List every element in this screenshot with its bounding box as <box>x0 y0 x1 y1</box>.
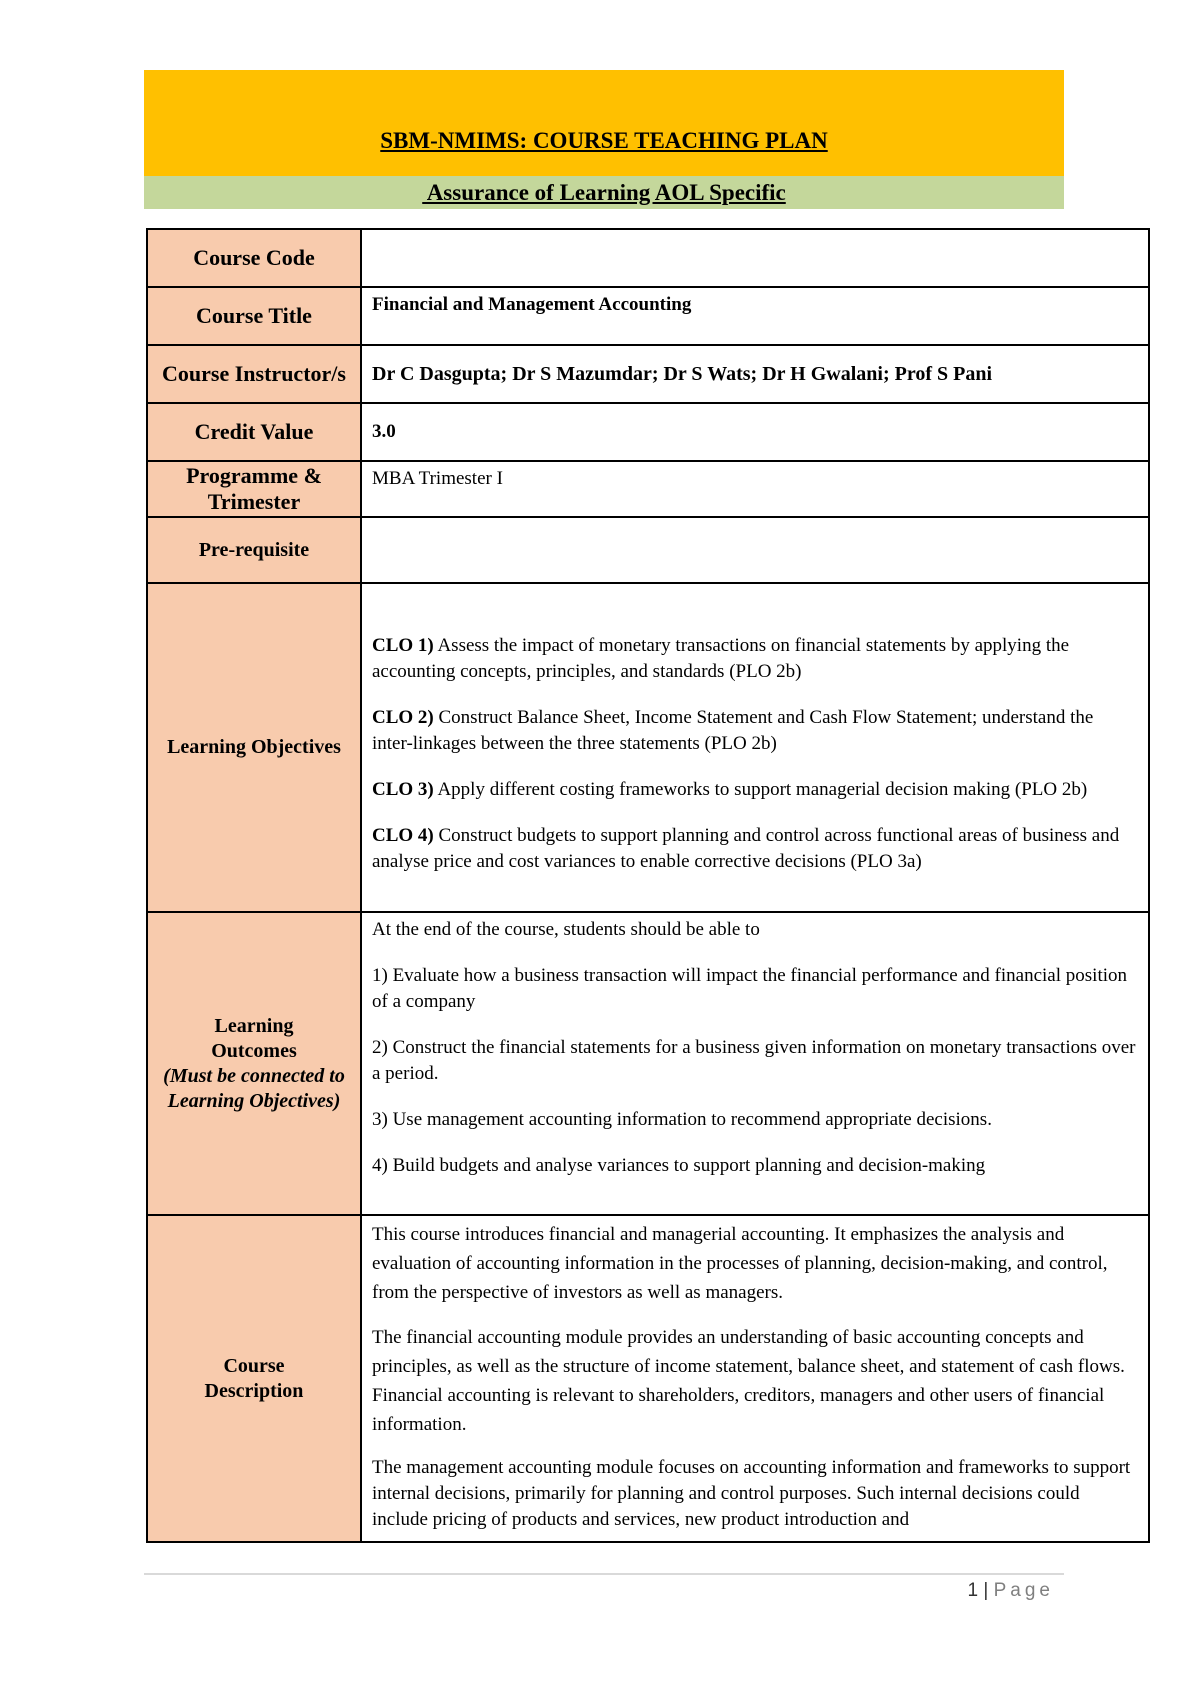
outcome-item: 1) Evaluate how a business transaction will impact the financial performance and financial position of a company <box>372 965 1127 1012</box>
clo-item <box>372 705 1138 757</box>
outcome-item: 3) Use management accounting information to recommend appropriate decisions. <box>372 1109 992 1130</box>
clo-text: Construct Balance Sheet, Income Statement and Cash Flow Statement; understand the inter-linkages between the three statements (PLO 2b) <box>372 706 1094 754</box>
clo-tag: CLO 3) <box>372 778 434 800</box>
course-description-text <box>361 1215 1149 1542</box>
course-code-value <box>361 229 1149 287</box>
learning-objectives-label: Learning Objectives <box>147 583 361 912</box>
header-banner <box>144 70 1064 176</box>
row-course-title <box>147 287 1149 345</box>
clo-item <box>372 633 1138 685</box>
programme-label: Programme & Trimester <box>147 461 361 517</box>
learning-outcomes-title: Learning Outcomes <box>211 1014 297 1062</box>
description-paragraph: The financial accounting module provides an understanding of basic accounting concepts and principles, as well as the structure of income statement, balance sheet, and statement of cash flows. Financial accounting is relevant to shareholders, creditors, managers and other users of financial information. <box>372 1327 1125 1435</box>
course-title-value: Financial and Management Accounting <box>361 287 1149 345</box>
document-title: SBM-NMIMS: COURSE TEACHING PLAN <box>380 128 828 153</box>
clo-text: Assess the impact of monetary transactions on financial statements by applying the accounting concepts, principles, and standards (PLO 2b) <box>372 634 1070 682</box>
page-word: Page <box>993 1580 1054 1601</box>
course-code-label: Course Code <box>147 229 361 287</box>
document-subtitle: Assurance of Learning AOL Specific <box>422 179 786 205</box>
row-credit-value <box>147 403 1149 461</box>
instructors-label: Course Instructor/s <box>147 345 361 403</box>
prerequisite-value <box>361 517 1149 583</box>
outcome-item: 2) Construct the financial statements for a business given information on monetary transactions over a period. <box>372 1037 1136 1084</box>
row-learning-outcomes <box>147 912 1149 1215</box>
clo-tag: CLO 2) <box>372 706 434 728</box>
course-description-label: Course Description <box>147 1215 361 1542</box>
learning-outcomes-list <box>361 912 1149 1215</box>
subheader-banner <box>144 176 1064 209</box>
credit-value-value: 3.0 <box>361 403 1149 461</box>
row-instructors <box>147 345 1149 403</box>
instructors-value: Dr C Dasgupta; Dr S Mazumdar; Dr S Wats; Dr H Gwalani; Prof S Pani <box>361 345 1149 403</box>
clo-item <box>372 823 1138 875</box>
page-footer <box>968 1580 1054 1602</box>
clo-item <box>372 777 1138 803</box>
credit-value-label: Credit Value <box>147 403 361 461</box>
description-paragraph: This course introduces financial and managerial accounting. It emphasizes the analysis and evaluation of accounting information in the processes of planning, decision-making, and control, from the perspective of investors as well as managers. <box>372 1224 1108 1303</box>
clo-tag: CLO 1) <box>372 634 434 656</box>
learning-outcomes-note: (Must be connected to Learning Objectives) <box>163 1064 345 1112</box>
course-plan-table <box>146 228 1150 1543</box>
page-separator: | <box>978 1580 994 1601</box>
programme-value: MBA Trimester I <box>361 461 1149 517</box>
clo-text: Construct budgets to support planning and control across functional areas of business and analyse price and cost variances to enable corrective decisions (PLO 3a) <box>372 824 1120 872</box>
prerequisite-label: Pre-requisite <box>147 517 361 583</box>
page-number: 1 <box>967 1580 979 1601</box>
footer-divider <box>144 1573 1064 1575</box>
row-course-description <box>147 1215 1149 1542</box>
learning-objectives-list <box>361 583 1149 912</box>
clo-tag: CLO 4) <box>372 824 434 846</box>
row-course-code <box>147 229 1149 287</box>
description-paragraph: The management accounting module focuses on accounting information and frameworks to support internal decisions, primarily for planning and control purposes. Such internal decisions could include pricing of products and services, new product introduction and <box>372 1457 1131 1530</box>
course-title-label: Course Title <box>147 287 361 345</box>
outcomes-intro: At the end of the course, students should be able to <box>372 919 760 940</box>
learning-outcomes-label <box>147 912 361 1215</box>
outcome-item: 4) Build budgets and analyse variances to support planning and decision-making <box>372 1155 986 1176</box>
row-programme <box>147 461 1149 517</box>
clo-text: Apply different costing frameworks to support managerial decision making (PLO 2b) <box>433 778 1088 800</box>
row-prerequisite <box>147 517 1149 583</box>
row-learning-objectives <box>147 583 1149 912</box>
